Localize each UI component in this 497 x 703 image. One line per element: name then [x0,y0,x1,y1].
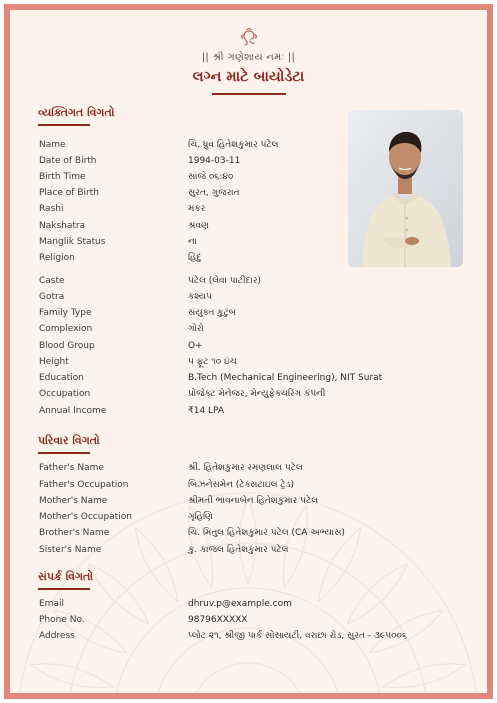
field-label: Brother's Name [39,528,110,538]
family-row [39,526,459,540]
section-title-contact: સંપર્ક વિગતો [38,570,94,583]
field-value: કશ્યપ [188,292,212,302]
title-divider [212,93,286,95]
field-value: 1994-03-11 [188,156,241,166]
field-value: શ્રી. હિતેશકુમાર રમણલાલ પટેલ [188,463,303,473]
personal-row [39,290,459,304]
profile-photo [348,110,463,267]
field-label: Complexion [39,324,93,334]
field-label: Sister's Name [39,545,102,555]
family-row [39,461,459,475]
field-value: પ્રોજેક્ટ મેનેજર, મેન્યુફેક્ચરિંગ કંપની [188,389,326,399]
personal-row [39,404,459,418]
section-title-family: પરિવાર વિગતો [38,434,100,447]
field-label: Caste [39,276,65,286]
field-label: Birth Time [39,172,86,182]
field-label: Rashi [39,204,64,214]
personal-row [39,387,459,401]
field-label: Date of Birth [39,156,97,166]
field-label: Manglik Status [39,237,106,247]
field-value: સાંજે ૦૬:૪૦ [188,172,234,182]
field-value: પ્લોટ ૨૧, શ્રીજી પાર્ક સોસાયટી, વરાછા રોડ, સુરત - ૩૯૫૦૦૬ [188,631,408,641]
field-label: Blood Group [39,341,95,351]
field-value: ચિ. મિતુલ હિતેશકુમાર પટેલ (CA અભ્યાસ) [188,528,345,538]
field-value: ચિ. ધ્રુવ હિતેશકુમાર પટેલ [188,140,279,150]
field-value: પટેલ (લેવા પાટીદાર) [188,276,261,286]
field-label: Address [39,631,75,641]
field-label: Name [39,140,66,150]
field-label: Family Type [39,308,92,318]
field-value: ગોરો [188,324,204,334]
field-value: સુરત, ગુજરાત [188,188,240,198]
personal-row [39,322,459,336]
field-value: O+ [188,341,203,351]
field-label: Nakshatra [39,221,86,231]
contact-row [39,613,459,627]
header [10,28,487,95]
field-value: ગૃહિણિ [188,512,213,522]
section-title-personal: વ્યક્તિગત વિગતો [38,106,115,119]
field-value: dhruv.p@example.com [188,599,292,609]
field-label: Mother's Occupation [39,512,132,522]
family-row [39,478,459,492]
field-value: ના [188,237,197,247]
decorative-border [4,4,493,699]
field-value: B.Tech (Mechanical Engineering), NIT Surat [188,373,383,383]
family-row [39,510,459,524]
personal-row [39,339,459,353]
personal-row [39,371,459,385]
family-row [39,543,459,557]
field-label: Education [39,373,84,383]
field-label: Mother's Name [39,496,108,506]
section-divider-contact [38,588,90,590]
field-value: શ્રવણ [188,221,209,231]
field-label: Place of Birth [39,188,99,198]
field-label: Religion [39,253,75,263]
field-value: હિંદુ [188,253,202,263]
personal-row [39,355,459,369]
field-label: Occupation [39,389,91,399]
field-label: Height [39,357,69,367]
field-label: Father's Name [39,463,104,473]
field-value: શ્રીમતી ભાવનાબેન હિતેશકુમાર પટેલ [188,496,319,506]
ganesha-icon [239,28,259,48]
field-value: ૫ ફૂટ ૧૦ ઇંચ [188,357,237,367]
field-value: મકર [188,204,206,214]
field-value: બિઝનેસમેન (ટેક્સટાઇલ ટ્રેડ) [188,480,295,490]
contact-row [39,629,459,643]
field-value: 98796XXXXX [188,615,248,625]
contact-row [39,597,459,611]
invocation-text: || શ્રી ગણેશાય નમઃ || [201,52,296,63]
personal-row [39,306,459,320]
field-label: Gotra [39,292,65,302]
field-label: Phone No. [39,615,85,625]
section-divider-personal [38,124,90,126]
section-divider-family [38,452,90,454]
field-label: Father's Occupation [39,480,129,490]
field-label: Annual Income [39,406,107,416]
field-value: કુ. કાજલ હિતેશકુમાર પટેલ [188,545,289,555]
field-label: Email [39,599,64,609]
family-row [39,494,459,508]
page-title: લગ્ન માટે બાયોડેટા [192,69,305,85]
personal-row [39,274,459,288]
field-value: સંયુક્ત કુટુંબ [188,308,236,318]
field-value: ₹14 LPA [188,406,225,416]
